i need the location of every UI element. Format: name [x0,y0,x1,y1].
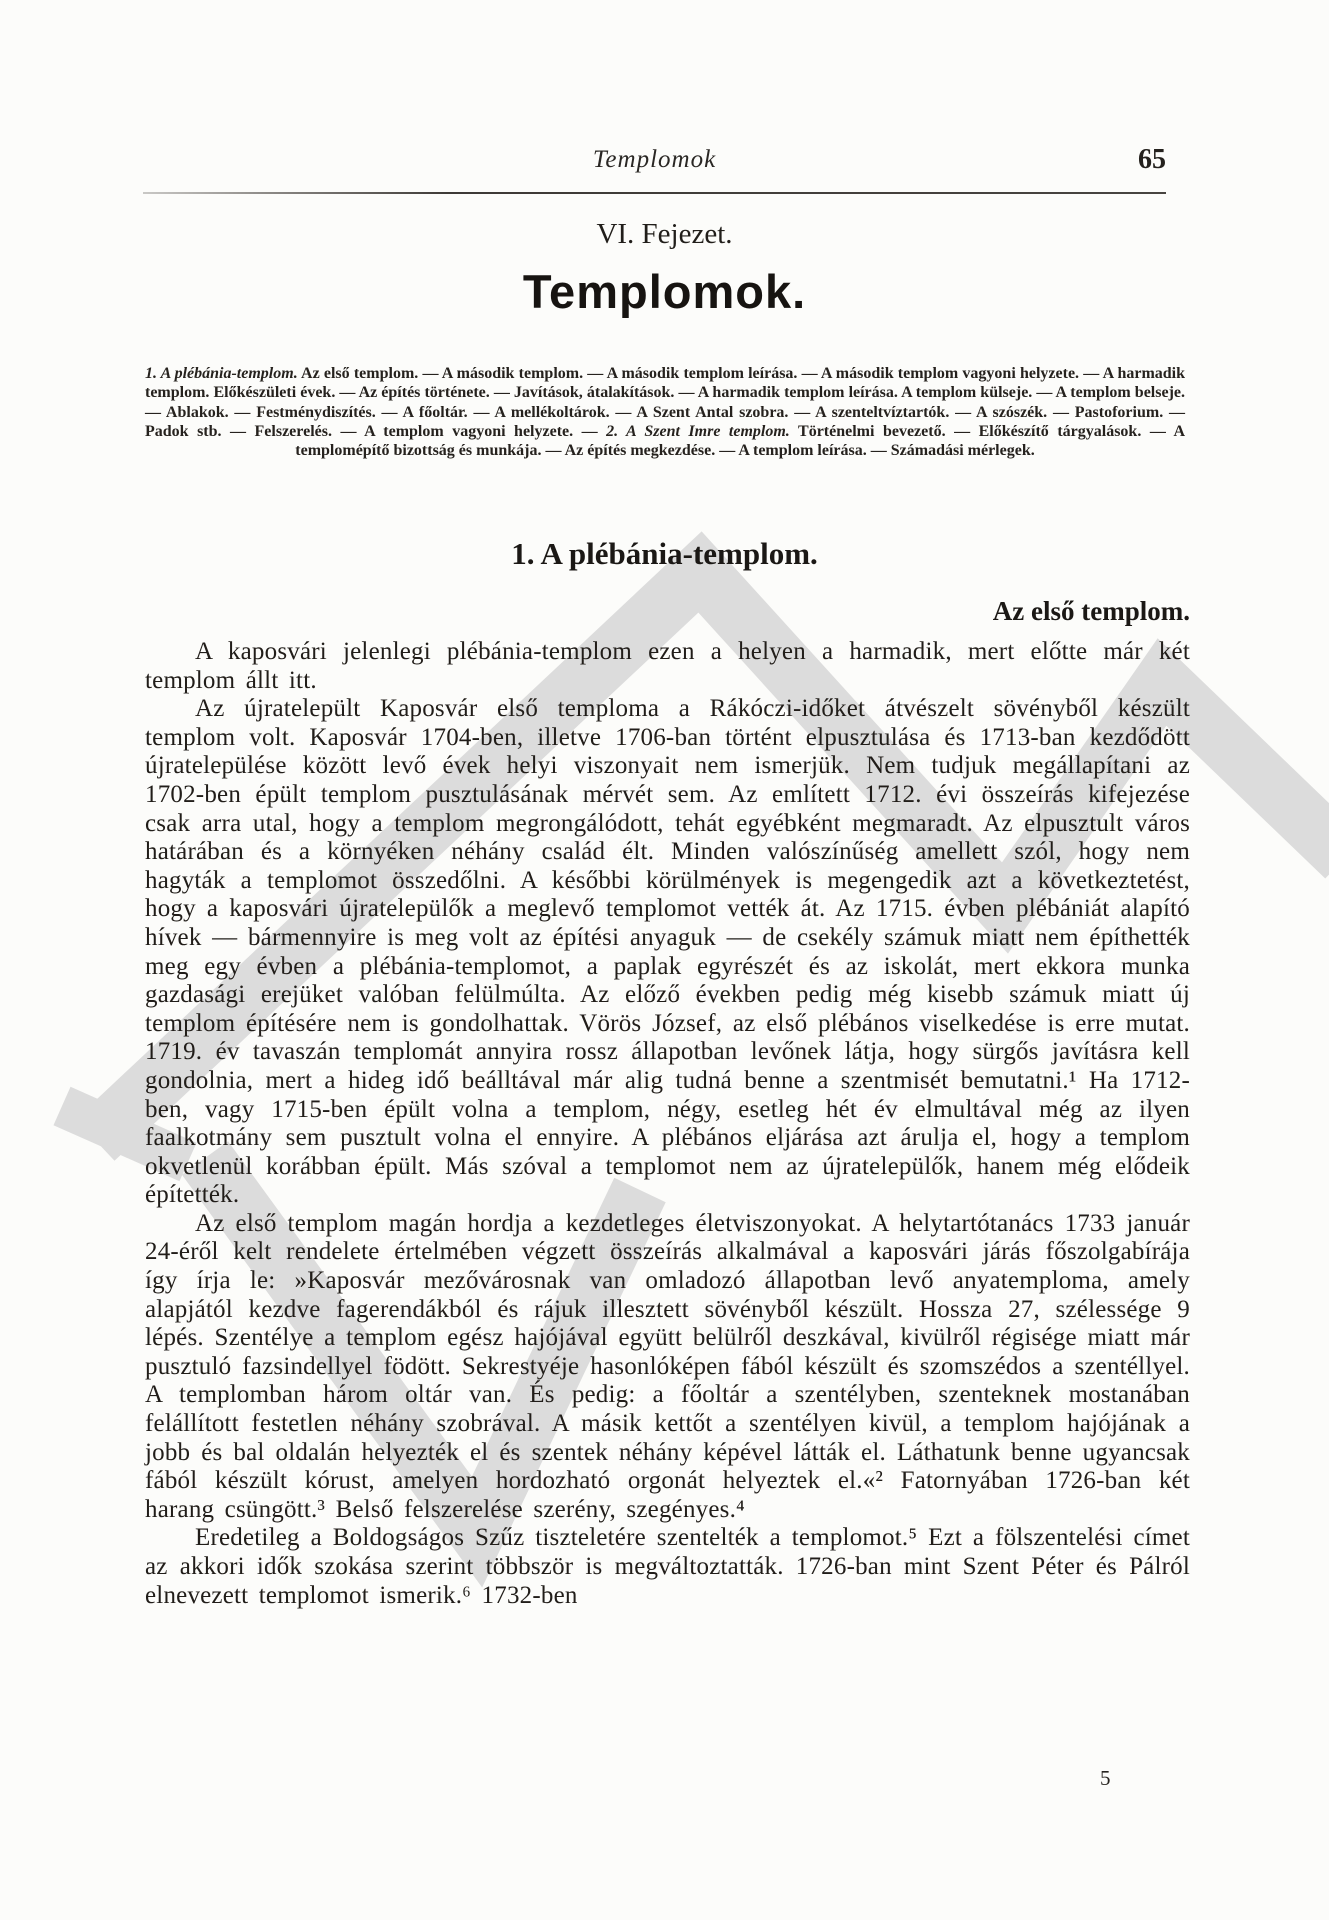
running-header-title: Templomok [592,146,717,173]
summary-italic-segment: 1. A plébánia-templom. [145,365,298,382]
chapter-summary [145,364,1185,460]
body-paragraph: Az első templom magán hordja a kezdetleges életviszonyokat. A helytartótanács 1733 január 24-éről kelt rendelete értelmében végzett összeírás alkalmával a kaposvári járás főszolgabírája így írja le: »Kaposvár mezővárosnak van omladozó állapotban levő anyatemploma, amely alapjától kezdve fagerendákból és rájuk illesztett sövényből készült. Hossza 27, szélessége 9 lépés. Szentélye a templom egész hajójával együtt belülről deszkával, kivülről régisége miatt már pusztuló fazsindellyel födött. Sekrestyéje hasonlóképen fából készült és szomszédos a szentéllyel. A templomban három oltár van. És pedig: a főoltár a szentélyben, szenteknek mostanában felállított festetlen néhány szobrával. A másik kettőt a szentélyen kivül, a templom hajójának a jobb és bal oldalán helyezték el és szentek néhány képével látták el. Láthatunk benne ugyancsak fából készült kórust, amelyen hordozható orgonát helyeztek el.«² Fatornyában 1726-ban két harang csüngött.³ Belső felszerelése szerény, szegényes.⁴ [145,1209,1190,1523]
body-paragraph: Az újratelepült Kaposvár első temploma a Rákóczi-időket átvészelt sövényből készült templom volt. Kaposvár 1704-ben, illetve 1706-ban történt elpusztulása és 1713-ban kezdődött újratelepülése között levő évek helyi viszonyait nem ismerjük. Nem tudjuk megállapítani az 1702-ben épült templom pusztulásának mérvét sem. Az említett 1712. évi összeírás kifejezése csak arra utal, hogy a templom megrongálódott, tehát egyébként megmaradt. Az elpusztult város határában és a környéken néhány család élt. Minden valószínűség amellett szól, hogy nem hagyták a templomot összedőlni. A későbbi körülmények is megengedik azt a következtetést, hogy a kaposvári újratelepülők a meglevő templomot vették át. Az 1715. évben plébániát alapító hívek — bármennyire is meg volt az építési anyaguk — de csekély számuk miatt nem építhették meg egy évben a plébánia-templomot, a paplak egyrészét és az iskolát, mert ekkora munka gazdasági erejüket valóban felülmúlta. Az előző években pedig még kisebb számuk miatt új templom építésére nem is gondolhattak. Vörös József, az első plébános viselkedése is erre mutat. 1719. év tavaszán templomát annyira rossz állapotban levőnek látja, hogy sürgős javításra kell gondolnia, mert a hideg idő beálltával már alig tudná benne a szentmisét bemutatni.¹ Ha 1712-ben, vagy 1715-ben épült volna a templom, négy, esetleg hét év elmultával még az ilyen faalkotmány sem pusztult volna el ennyire. A plébános eljárása azt árulja el, hogy a templom okvetlenül korábban épült. Más szóval a templomot nem az újratelepülők, hanem még elődeik építették. [145,695,1190,1209]
summary-italic-segment: 2. A Szent Imre templom. [606,422,790,440]
summary-segment: Történelmi bevezető. — Előkészítő tárgyalások. — A templomépítő bizottság és munkája. — Az építés megkezdése. — A templom leírása. — Számadási mérlegek. [295,422,1185,460]
subsection-heading: Az első templom. [992,596,1190,626]
chapter-heading: VI. Fejezet. [596,218,733,250]
section-heading: 1. A plébánia-templom. [511,536,818,571]
header-divider [143,192,1166,194]
body-paragraph: A kaposvári jelenlegi plébánia-templom ezen a helyen a harmadik, mert előtte már két templom állt itt. [145,638,1190,694]
body-paragraph: Eredetileg a Boldogságos Szűz tiszteletére szentelték a templomot.⁵ Ezt a fölszentelési címet az akkori idők szokása szerint többször is megváltoztatták. 1726-ban mint Szent Péter és Pálról elnevezett templomot ismerik.⁶ 1732-ben [145,1524,1190,1609]
main-title: Templomok. [522,265,807,318]
running-header [143,146,1166,186]
body-text [145,638,1190,1610]
page-number: 65 [1138,144,1166,175]
summary-segment: Az első templom. — A második templom. — A második templom leírása. — A második templom vagyoni helyzete. — A harmadik templom. Előkészületi évek. — Az építés története. — Javítások, átalakítások. — A harmadik templom leírása. A templom külseje. — A templom belseje. — Ablakok. — Festménydiszítés. — A főoltár. — A mellékoltárok. — A Szent Antal szobra. — A szenteltvíztartók. — A szószék. — Pastoforium. — Padok stb. — Felszerelés. — A templom vagyoni helyzete. — [145,365,1186,440]
page-signature: 5 [1100,1766,1111,1790]
